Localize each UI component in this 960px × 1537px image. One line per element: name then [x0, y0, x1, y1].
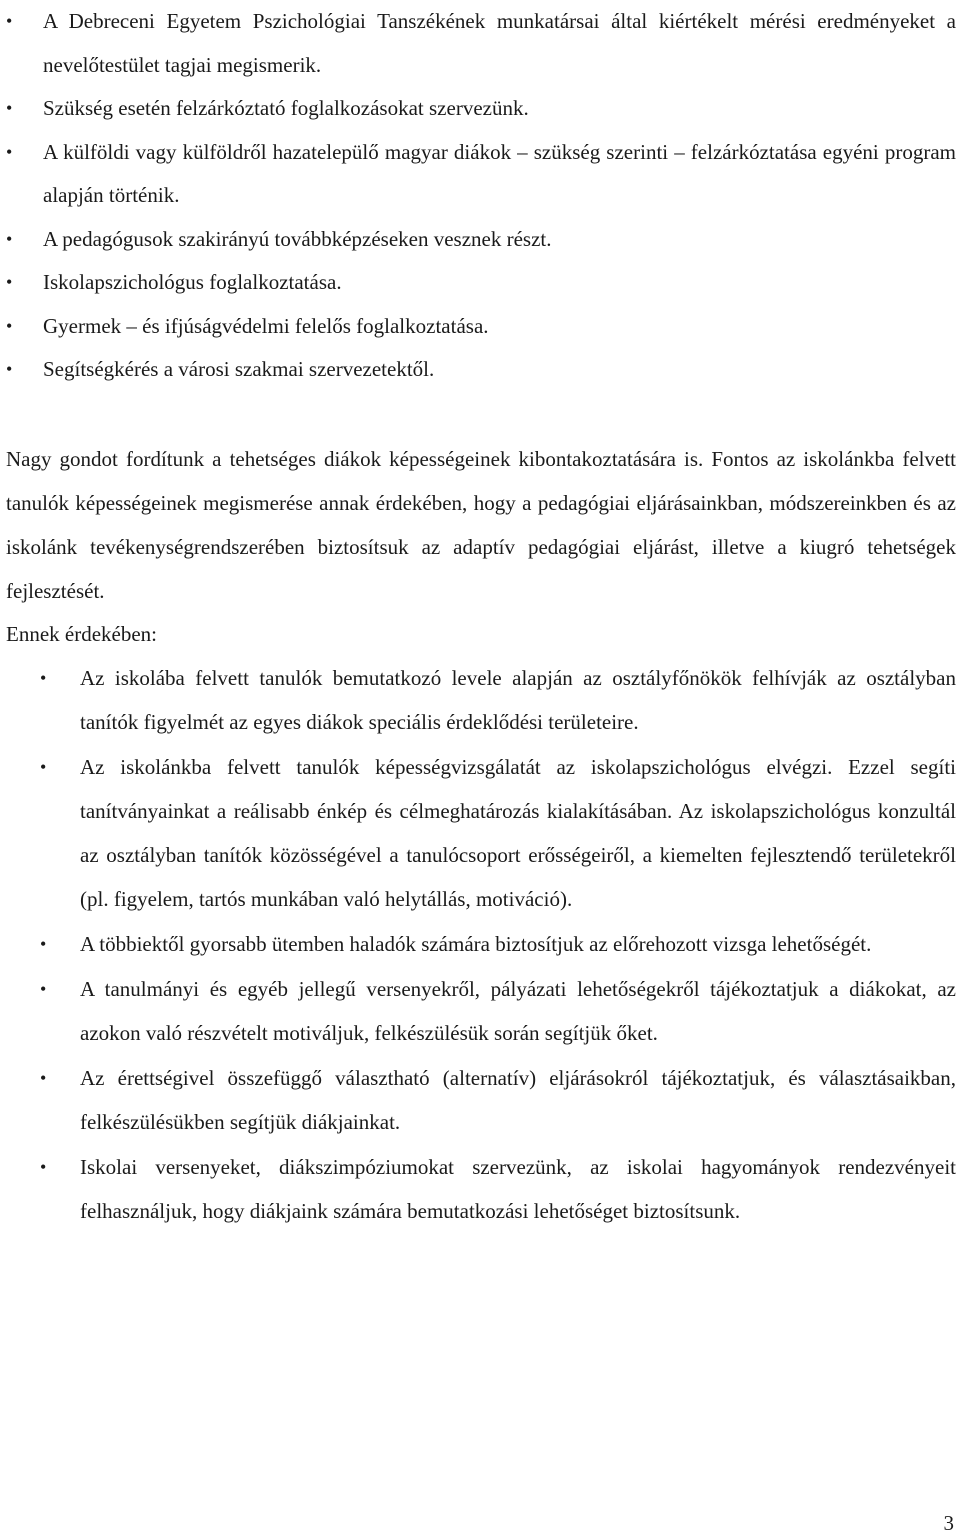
list-item [0, 745, 956, 921]
measures-list [0, 0, 956, 392]
bullet-icon: • [6, 98, 13, 118]
list-item [0, 87, 956, 131]
list-item-text: A Debreceni Egyetem Pszichológiai Tanszékének munkatársai által kiértékelt mérési eredményeket a nevelőtestület tagjai megismerik. [43, 9, 956, 77]
list-item-text: A pedagógusok szakirányú továbbképzéseken vesznek részt. [43, 226, 552, 251]
list-item-text: Iskolapszichológus foglalkoztatása. [43, 270, 342, 294]
list-item-text: A többiektől gyorsabb ütemben haladók számára biztosítjuk az előrehozott vizsga lehetőségét. [80, 932, 872, 956]
list-item [0, 1056, 956, 1144]
bullet-icon: • [6, 272, 13, 292]
list-item-text: Iskolai versenyeket, diákszimpóziumokat szervezünk, az iskolai hagyományok rendezvényeit felhasználjuk, hogy diákjaink számára bemutatkozási lehetőséget biztosítsunk. [80, 1155, 956, 1223]
list-item-text: Az iskolába felvett tanulók bemutatkozó levele alapján az osztályfőnökök felhívják az osztályban tanítók figyelmét az egyes diákok speciális érdeklődési területeire. [80, 666, 956, 734]
talent-measures-list [0, 656, 956, 1234]
bullet-icon: • [6, 359, 13, 379]
page-number: 3 [943, 1511, 954, 1535]
bullet-icon: • [40, 979, 47, 999]
bullet-icon: • [6, 141, 13, 162]
list-item [0, 0, 956, 87]
bullet-icon: • [6, 315, 13, 336]
list-item-text: Szükség esetén felzárkóztató foglalkozásokat szervezünk. [43, 96, 529, 120]
list-item-text: Gyermek – és ifjúságvédelmi felelős foglalkoztatása. [43, 313, 489, 338]
list-item [0, 218, 956, 262]
list-item-text: Az érettségivel összefüggő választható (alternatív) eljárásokról tájékoztatjuk, és választásaikban, felkészülésükben segítjük diákjainkat. [80, 1066, 956, 1134]
list-item [0, 656, 956, 744]
list-item [0, 967, 956, 1055]
bullet-icon: • [40, 1157, 47, 1177]
bullet-icon: • [40, 757, 47, 777]
bullet-icon: • [40, 1068, 47, 1088]
list-item [0, 348, 956, 392]
list-item [0, 261, 956, 305]
bullet-icon: • [6, 228, 13, 249]
list-item [0, 131, 956, 218]
list-item-text: A tanulmányi és egyéb jellegű versenyekről, pályázati lehetőségekről tájékoztatjuk a diákokat, az azokon való részvételt motiváljuk, felkészülésük során segítjük őket. [80, 977, 956, 1045]
list-item [0, 922, 956, 966]
bullet-icon: • [6, 11, 13, 31]
talent-paragraph: Nagy gondot fordítunk a tehetséges diákok képességeinek kibontakoztatására is. Fontos az iskolánkba felvett tanulók képességeinek megismerése annak érdekében, hogy a pedagógiai eljárásainkban, módszereinkben és az iskolánk tevékenységrendszerében biztosítsuk az adaptív pedagógiai eljárást, illetve a kiugró tehetségek fejlesztését. [6, 447, 956, 603]
bullet-icon: • [40, 934, 47, 954]
list-item-text: Segítségkérés a városi szakmai szervezetektől. [43, 357, 435, 381]
list-item-text: Az iskolánkba felvett tanulók képességvizsgálatát az iskolapszichológus elvégzi. Ezzel segíti tanítványainkat a reálisabb énkép és célmeghatározás kialakításában. Az iskolapszichológus konzultál az osztályban tanítók közösségével a tanulócsoport erősségeiről, a kiemelten fejlesztendő területekről (pl. figyelem, tartós munkában való helytállás, motiváció). [80, 755, 956, 911]
bullet-icon: • [40, 668, 47, 688]
list-item-text: A külföldi vagy külföldről hazatelepülő magyar diákok – szükség szerinti – felzárkóztatása egyéni program alapján történik. [43, 139, 956, 207]
list-item [0, 305, 956, 349]
intro-paragraph: Ennek érdekében: [6, 622, 158, 646]
list-item [0, 1145, 956, 1233]
